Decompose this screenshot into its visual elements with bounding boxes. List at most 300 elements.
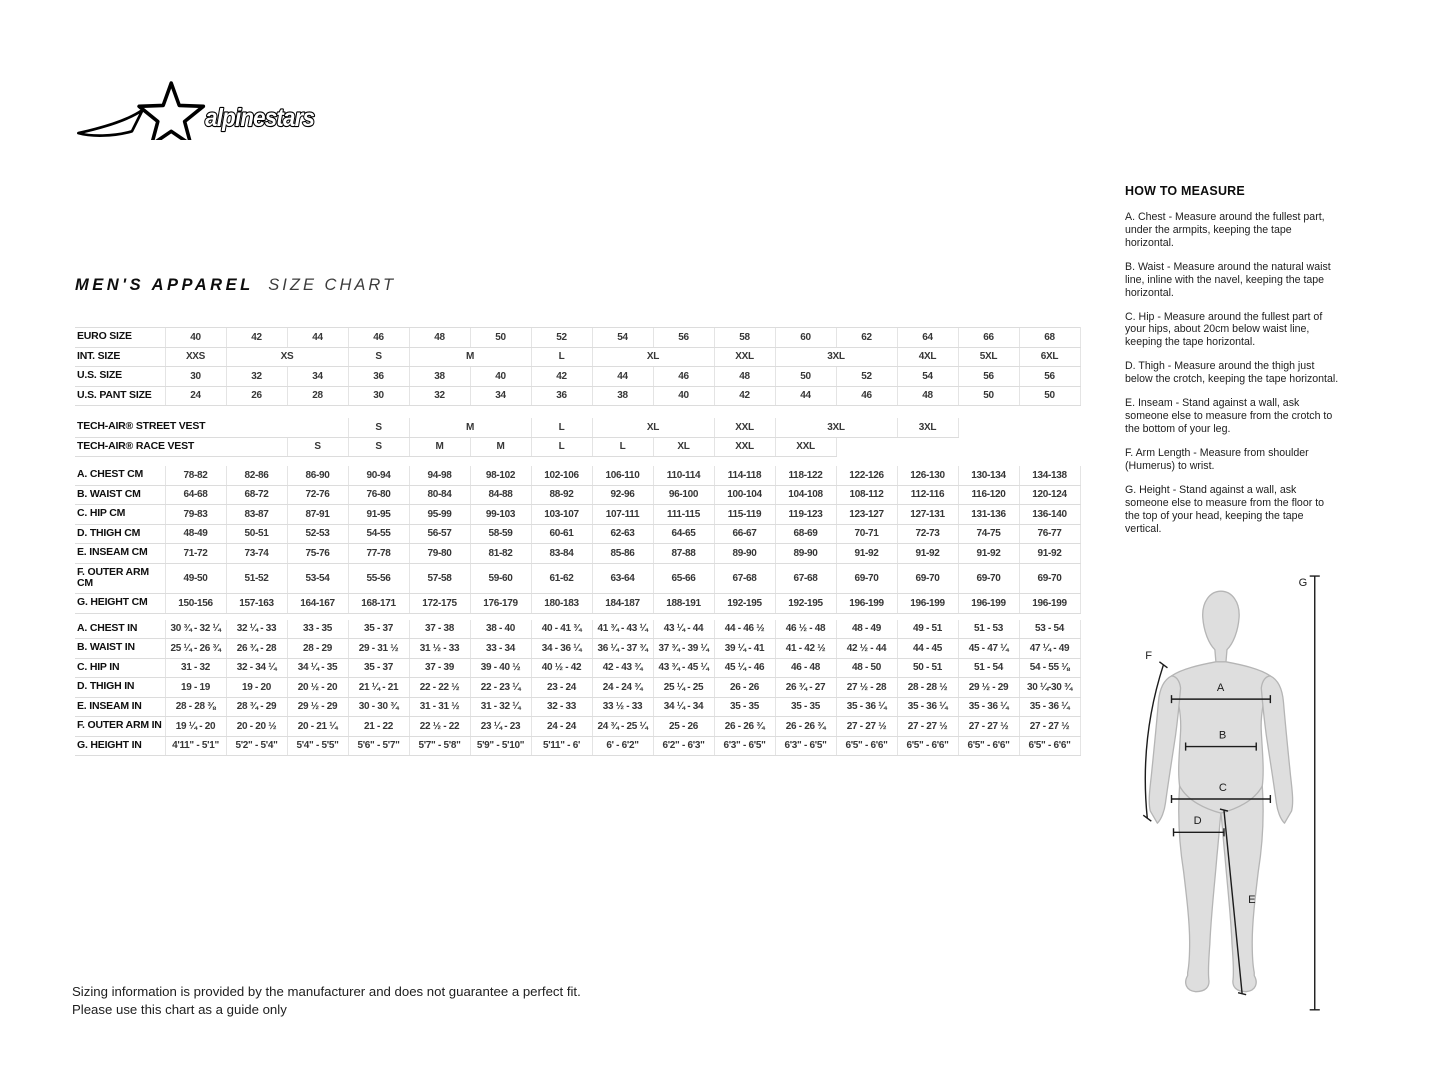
size-cell: 57-58: [409, 563, 470, 594]
size-cell: XL: [653, 437, 714, 457]
size-cell: 66: [958, 328, 1019, 348]
size-cell: 3XL: [775, 418, 897, 437]
size-cell: 136-140: [1019, 505, 1080, 525]
label-C: C: [1218, 781, 1227, 794]
size-cell: 34: [470, 386, 531, 406]
measure-item: F. Arm Length - Measure from shoulder (Humerus) to wrist.: [1125, 446, 1309, 472]
size-cell: 86-90: [287, 466, 348, 485]
size-cell: 29 - 31 ½: [348, 639, 409, 659]
size-cell: 31 - 32: [165, 658, 226, 678]
size-cell: 26 ¾ - 28: [226, 639, 287, 659]
measure-item: B. Waist - Measure around the natural waist line, inline with the navel, keeping the tape horizontal.: [1125, 260, 1331, 299]
measure-heading: HOW TO MEASURE: [1125, 184, 1245, 198]
size-cell: 23 - 24: [531, 678, 592, 698]
size-cell: 30: [348, 386, 409, 406]
size-cell: 39 - 40 ½: [470, 658, 531, 678]
size-cell: 6'5" - 6'6": [836, 736, 897, 756]
size-cell: 68-69: [775, 524, 836, 544]
size-cell: 91-92: [897, 544, 958, 564]
row-label: EURO SIZE: [75, 328, 165, 348]
size-cell: 44: [775, 386, 836, 406]
size-cell: 51-52: [226, 563, 287, 594]
size-cell: 27 - 27 ½: [836, 717, 897, 737]
title-main: MEN'S APPAREL: [75, 276, 254, 294]
size-cell: 69-70: [958, 563, 1019, 594]
size-cell: 64-68: [165, 485, 226, 505]
size-cell: 43 ¾ - 45 ¼: [653, 658, 714, 678]
size-cell: XL: [592, 347, 714, 367]
size-cell: 20 ½ - 20: [287, 678, 348, 698]
size-cell: 56: [1019, 367, 1080, 387]
size-cell: 196-199: [1019, 594, 1080, 614]
size-cell: 37 ¾ - 39 ¼: [653, 639, 714, 659]
size-cell: S: [348, 437, 409, 457]
size-cell: 53-54: [287, 563, 348, 594]
size-cell: 122-126: [836, 466, 897, 485]
table-row: [75, 524, 1080, 544]
row-label: C. HIP CM: [75, 505, 165, 525]
size-cell: 30: [165, 367, 226, 387]
size-cell: 3XL: [897, 418, 958, 437]
size-cell: 59-60: [470, 563, 531, 594]
size-cell: 26: [226, 386, 287, 406]
size-cell: 30 ¼-30 ¾: [1019, 678, 1080, 698]
table-row: [75, 505, 1080, 525]
row-label: INT. SIZE: [75, 347, 165, 367]
height-measure-line: [1310, 576, 1320, 1010]
size-cell: 83-87: [226, 505, 287, 525]
size-cell: 38 - 40: [470, 620, 531, 639]
size-cell: 91-92: [836, 544, 897, 564]
size-cell: 71-72: [165, 544, 226, 564]
size-cell: 79-83: [165, 505, 226, 525]
label-A: A: [1216, 682, 1225, 695]
size-cell: XS: [226, 347, 348, 367]
size-cell: 35 - 37: [348, 658, 409, 678]
size-cell: 66-67: [714, 524, 775, 544]
disclaimer-line-1: Sizing information is provided by the manufacturer and does not guarantee a perfect fit.: [72, 984, 581, 999]
size-cell: 44: [592, 367, 653, 387]
size-cell: 36: [348, 367, 409, 387]
table-row: [75, 328, 1080, 348]
title-sub: SIZE CHART: [268, 276, 397, 294]
size-cell: 31 - 31 ½: [409, 697, 470, 717]
size-cell: 48: [409, 328, 470, 348]
size-cell: 64: [897, 328, 958, 348]
size-cell: 77-78: [348, 544, 409, 564]
size-cell: 24: [165, 386, 226, 406]
size-cell: 28 - 28 ½: [897, 678, 958, 698]
table-row: [75, 717, 1080, 737]
size-cell: 6'2" - 6'3": [653, 736, 714, 756]
size-cell: 91-92: [958, 544, 1019, 564]
size-cell: 20 - 21 ¼: [287, 717, 348, 737]
size-cell: 106-110: [592, 466, 653, 485]
size-cell: 157-163: [226, 594, 287, 614]
table-row: [75, 485, 1080, 505]
size-cell: 184-187: [592, 594, 653, 614]
size-cell: 27 - 27 ½: [1019, 717, 1080, 737]
disclaimer: [72, 983, 581, 1019]
size-cell: 51 - 53: [958, 620, 1019, 639]
size-cell: 24 - 24 ¾: [592, 678, 653, 698]
size-cell: 60: [775, 328, 836, 348]
size-cell: 25 - 26: [653, 717, 714, 737]
row-label: U.S. PANT SIZE: [75, 386, 165, 406]
size-cell: 67-68: [775, 563, 836, 594]
size-cell: 50 - 51: [897, 658, 958, 678]
table-row: [75, 697, 1080, 717]
size-cell: 50: [958, 386, 1019, 406]
size-cell: 54: [897, 367, 958, 387]
size-cell: XXL: [714, 418, 775, 437]
size-cell: 53 - 54: [1019, 620, 1080, 639]
size-cell: 91-95: [348, 505, 409, 525]
size-cell: 29 ½ - 29: [958, 678, 1019, 698]
size-cell: 150-156: [165, 594, 226, 614]
size-cell: 98-102: [470, 466, 531, 485]
size-cell: 35 - 36 ¼: [1019, 697, 1080, 717]
size-cell: 5XL: [958, 347, 1019, 367]
size-cell: 35 - 35: [775, 697, 836, 717]
size-cell: 35 - 36 ¼: [958, 697, 1019, 717]
size-cell: 87-91: [287, 505, 348, 525]
size-cell: 35 - 36 ¼: [897, 697, 958, 717]
size-cell: 26 - 26 ¾: [714, 717, 775, 737]
size-cell: 70-71: [836, 524, 897, 544]
size-cell: 99-103: [470, 505, 531, 525]
size-cell: 6' - 6'2": [592, 736, 653, 756]
table-row: [75, 386, 1080, 406]
size-cell: 44: [287, 328, 348, 348]
size-cell: 78-82: [165, 466, 226, 485]
size-cell: 30 - 30 ¾: [348, 697, 409, 717]
size-cell: 22 - 23 ¼: [470, 678, 531, 698]
row-label: A. CHEST CM: [75, 466, 165, 485]
size-cell: 6'5" - 6'6": [1019, 736, 1080, 756]
size-cell: 33 - 34: [470, 639, 531, 659]
size-cell: 196-199: [836, 594, 897, 614]
size-cell: 40: [165, 328, 226, 348]
size-cell: 28 - 28 ⅜: [165, 697, 226, 717]
size-cell: 6'3" - 6'5": [714, 736, 775, 756]
size-cell: 48: [897, 386, 958, 406]
size-cell: 114-118: [714, 466, 775, 485]
table-row: [75, 563, 1080, 594]
row-label: D. THIGH CM: [75, 524, 165, 544]
size-cell: 116-120: [958, 485, 1019, 505]
size-cell: 62-63: [592, 524, 653, 544]
measure-item: G. Height - Stand against a wall, ask someone else to measure from the floor to the top of your head, keeping the tape vertical.: [1125, 483, 1325, 535]
size-cell: 35 - 35: [714, 697, 775, 717]
row-label: B. WAIST IN: [75, 639, 165, 659]
size-cell: 85-86: [592, 544, 653, 564]
size-cell: 54 - 55 ⅛: [1019, 658, 1080, 678]
size-cell: 103-107: [531, 505, 592, 525]
size-cell: 41 ¾ - 43 ¼: [592, 620, 653, 639]
size-cell: 28 - 29: [287, 639, 348, 659]
body-figure: [1133, 568, 1325, 1030]
size-cell: 42: [531, 367, 592, 387]
size-cell: 111-115: [653, 505, 714, 525]
row-label: U.S. SIZE: [75, 367, 165, 387]
size-cell: 130-134: [958, 466, 1019, 485]
size-cell: 52: [531, 328, 592, 348]
row-label: C. HIP IN: [75, 658, 165, 678]
measure-item: A. Chest - Measure around the fullest part, under the armpits, keeping the tape horizontal.: [1125, 211, 1325, 249]
size-cell: 32 ¼ - 33: [226, 620, 287, 639]
label-G: G: [1298, 577, 1308, 590]
size-cell: 88-92: [531, 485, 592, 505]
size-cell: 42: [226, 328, 287, 348]
size-cell: 34 - 36 ¼: [531, 639, 592, 659]
size-cell: 40: [470, 367, 531, 387]
size-cell: 110-114: [653, 466, 714, 485]
row-label: G. HEIGHT CM: [75, 594, 165, 614]
size-cell: 23 ¼ - 23: [470, 717, 531, 737]
size-cell: 41 - 42 ½: [775, 639, 836, 659]
label-B: B: [1218, 729, 1227, 742]
empty-cell: [836, 437, 1080, 457]
size-cell: 38: [409, 367, 470, 387]
row-label: B. WAIST CM: [75, 485, 165, 505]
size-cell: 5'9" - 5'10": [470, 736, 531, 756]
size-cell: S: [348, 418, 409, 437]
size-cell: 83-84: [531, 544, 592, 564]
alpinestars-logo-graphic: [73, 78, 323, 140]
logo-swoosh: [78, 110, 142, 136]
size-cell: 28 ¾ - 29: [226, 697, 287, 717]
size-cell: 63-64: [592, 563, 653, 594]
size-cell: 196-199: [897, 594, 958, 614]
size-cell: 33 ½ - 33: [592, 697, 653, 717]
size-cell: 75-76: [287, 544, 348, 564]
size-cell: 92-96: [592, 485, 653, 505]
size-cell: M: [409, 437, 470, 457]
table-row: [75, 639, 1080, 659]
size-cell: 196-199: [958, 594, 1019, 614]
size-cell: 48 - 50: [836, 658, 897, 678]
size-cell: 49 - 51: [897, 620, 958, 639]
size-cell: 84-88: [470, 485, 531, 505]
size-cell: 69-70: [897, 563, 958, 594]
size-cell: 42 ½ - 44: [836, 639, 897, 659]
size-cell: 102-106: [531, 466, 592, 485]
logo-star: [139, 83, 203, 140]
row-label: E. INSEAM IN: [75, 697, 165, 717]
size-cell: 5'11" - 6': [531, 736, 592, 756]
size-cell: 61-62: [531, 563, 592, 594]
size-cell: 67-68: [714, 563, 775, 594]
measure-item: C. Hip - Measure around the fullest part of your hips, about 20cm below waist line, keeping the tape horizontal.: [1125, 310, 1323, 349]
size-cell: 40 - 41 ¾: [531, 620, 592, 639]
size-cell: 107-111: [592, 505, 653, 525]
row-label: E. INSEAM CM: [75, 544, 165, 564]
size-cell: 48 - 49: [836, 620, 897, 639]
row-label: TECH-AIR® STREET VEST: [75, 418, 348, 437]
size-cell: 34: [287, 367, 348, 387]
size-cell: 31 ½ - 33: [409, 639, 470, 659]
size-cell: 33 - 35: [287, 620, 348, 639]
size-cell: 45 ¼ - 46: [714, 658, 775, 678]
size-cell: 25 ¼ - 26 ¾: [165, 639, 226, 659]
table-row: [75, 367, 1080, 387]
size-cell: 46: [836, 386, 897, 406]
size-cell: 80-84: [409, 485, 470, 505]
size-cell: 5'7" - 5'8": [409, 736, 470, 756]
size-cell: 56: [653, 328, 714, 348]
size-cell: 134-138: [1019, 466, 1080, 485]
size-cell: 46: [348, 328, 409, 348]
size-cell: 56-57: [409, 524, 470, 544]
size-cell: 76-77: [1019, 524, 1080, 544]
size-cell: 36 ¼ - 37 ¾: [592, 639, 653, 659]
size-cell: 27 - 27 ½: [958, 717, 1019, 737]
size-cell: 62: [836, 328, 897, 348]
size-cell: 42: [714, 386, 775, 406]
size-cell: 68: [1019, 328, 1080, 348]
size-cell: 118-122: [775, 466, 836, 485]
size-cell: 87-88: [653, 544, 714, 564]
size-cell: 46: [653, 367, 714, 387]
size-cell: XXL: [714, 347, 775, 367]
table-row: [75, 418, 1080, 437]
size-cell: 27 - 27 ½: [897, 717, 958, 737]
size-cell: 6'3" - 6'5": [775, 736, 836, 756]
size-cell: 81-82: [470, 544, 531, 564]
size-cell: 48-49: [165, 524, 226, 544]
size-cell: 35 - 36 ¼: [836, 697, 897, 717]
size-cell: 91-92: [1019, 544, 1080, 564]
size-cell: 60-61: [531, 524, 592, 544]
size-cell: 19 - 20: [226, 678, 287, 698]
table-row: [75, 544, 1080, 564]
size-cell: S: [287, 437, 348, 457]
measure-item: E. Inseam - Stand against a wall, ask someone else to measure from the crotch to the bottom of your leg.: [1125, 397, 1333, 435]
size-cell: 65-66: [653, 563, 714, 594]
size-cell: 47 ¼ - 49: [1019, 639, 1080, 659]
disclaimer-line-2: Please use this chart as a guide only: [72, 1001, 287, 1017]
size-cell: 43 ¼ - 44: [653, 620, 714, 639]
size-cell: 31 - 32 ¼: [470, 697, 531, 717]
size-cell: L: [531, 418, 592, 437]
size-cell: 74-75: [958, 524, 1019, 544]
size-cell: 115-119: [714, 505, 775, 525]
row-label: F. OUTER ARM IN: [75, 717, 165, 737]
empty-cell: [958, 418, 1080, 437]
size-cell: 72-76: [287, 485, 348, 505]
size-cell: 100-104: [714, 485, 775, 505]
size-cell: 192-195: [714, 594, 775, 614]
size-cell: 29 ½ - 29: [287, 697, 348, 717]
row-label: D. THIGH IN: [75, 678, 165, 698]
how-to-measure-panel: [1125, 184, 1339, 546]
size-cell: 19 ¼ - 20: [165, 717, 226, 737]
size-cell: 56: [958, 367, 1019, 387]
size-cell: L: [531, 437, 592, 457]
size-cell: 108-112: [836, 485, 897, 505]
size-cell: 21 ¼ - 21: [348, 678, 409, 698]
alpinestars-logo: [73, 78, 323, 140]
size-cell: 72-73: [897, 524, 958, 544]
size-cell: 32: [409, 386, 470, 406]
size-cell: 4XL: [897, 347, 958, 367]
size-cell: 89-90: [775, 544, 836, 564]
size-cell: 46 ½ - 48: [775, 620, 836, 639]
table-row: [75, 466, 1080, 485]
measure-instructions: [1125, 211, 1339, 535]
size-cell: 6'5" - 6'6": [958, 736, 1019, 756]
size-cell: 26 ¾ - 27: [775, 678, 836, 698]
size-cell: 192-195: [775, 594, 836, 614]
body-measurement-diagram: [1133, 568, 1325, 1030]
size-cell: 168-171: [348, 594, 409, 614]
row-label: A. CHEST IN: [75, 620, 165, 639]
table-row: [75, 620, 1080, 639]
size-cell: 5'6" - 5'7": [348, 736, 409, 756]
size-cell: 42 - 43 ¾: [592, 658, 653, 678]
size-cell: 90-94: [348, 466, 409, 485]
size-table: [75, 327, 1081, 756]
size-cell: 49-50: [165, 563, 226, 594]
size-cell: 32: [226, 367, 287, 387]
size-cell: 34 ¼ - 34: [653, 697, 714, 717]
size-cell: 51 - 54: [958, 658, 1019, 678]
size-cell: 120-124: [1019, 485, 1080, 505]
size-cell: 4'11" - 5'1": [165, 736, 226, 756]
size-cell: 34 ¼ - 35: [287, 658, 348, 678]
size-cell: 26 - 26 ¾: [775, 717, 836, 737]
size-cell: 5'4" - 5'5": [287, 736, 348, 756]
size-cell: S: [348, 347, 409, 367]
label-D: D: [1193, 815, 1202, 828]
size-cell: 54-55: [348, 524, 409, 544]
size-cell: 95-99: [409, 505, 470, 525]
size-cell: 32 - 34 ¼: [226, 658, 287, 678]
size-cell: 19 - 19: [165, 678, 226, 698]
size-cell: 6'5" - 6'6": [897, 736, 958, 756]
size-cell: 55-56: [348, 563, 409, 594]
size-cell: 180-183: [531, 594, 592, 614]
size-cell: 37 - 39: [409, 658, 470, 678]
size-cell: 82-86: [226, 466, 287, 485]
size-cell: L: [531, 347, 592, 367]
size-cell: M: [470, 437, 531, 457]
size-cell: 27 ½ - 28: [836, 678, 897, 698]
size-cell: 22 ½ - 22: [409, 717, 470, 737]
size-cell: 35 - 37: [348, 620, 409, 639]
size-cell: 64-65: [653, 524, 714, 544]
size-cell: 52: [836, 367, 897, 387]
size-cell: 46 - 48: [775, 658, 836, 678]
table-row: [75, 736, 1080, 756]
table-row: [75, 594, 1080, 614]
size-cell: 20 - 20 ½: [226, 717, 287, 737]
size-cell: XXS: [165, 347, 226, 367]
size-cell: 24 ¾ - 25 ¼: [592, 717, 653, 737]
size-cell: 50: [470, 328, 531, 348]
size-cell: 52-53: [287, 524, 348, 544]
size-cell: 54: [592, 328, 653, 348]
size-cell: 36: [531, 386, 592, 406]
size-cell: L: [592, 437, 653, 457]
size-cell: 126-130: [897, 466, 958, 485]
size-cell: XXL: [775, 437, 836, 457]
size-cell: M: [409, 418, 531, 437]
size-cell: 50: [775, 367, 836, 387]
label-E: E: [1248, 893, 1256, 906]
measure-item: D. Thigh - Measure around the thigh just below the crotch, keeping the tape horizontal.: [1125, 360, 1339, 386]
